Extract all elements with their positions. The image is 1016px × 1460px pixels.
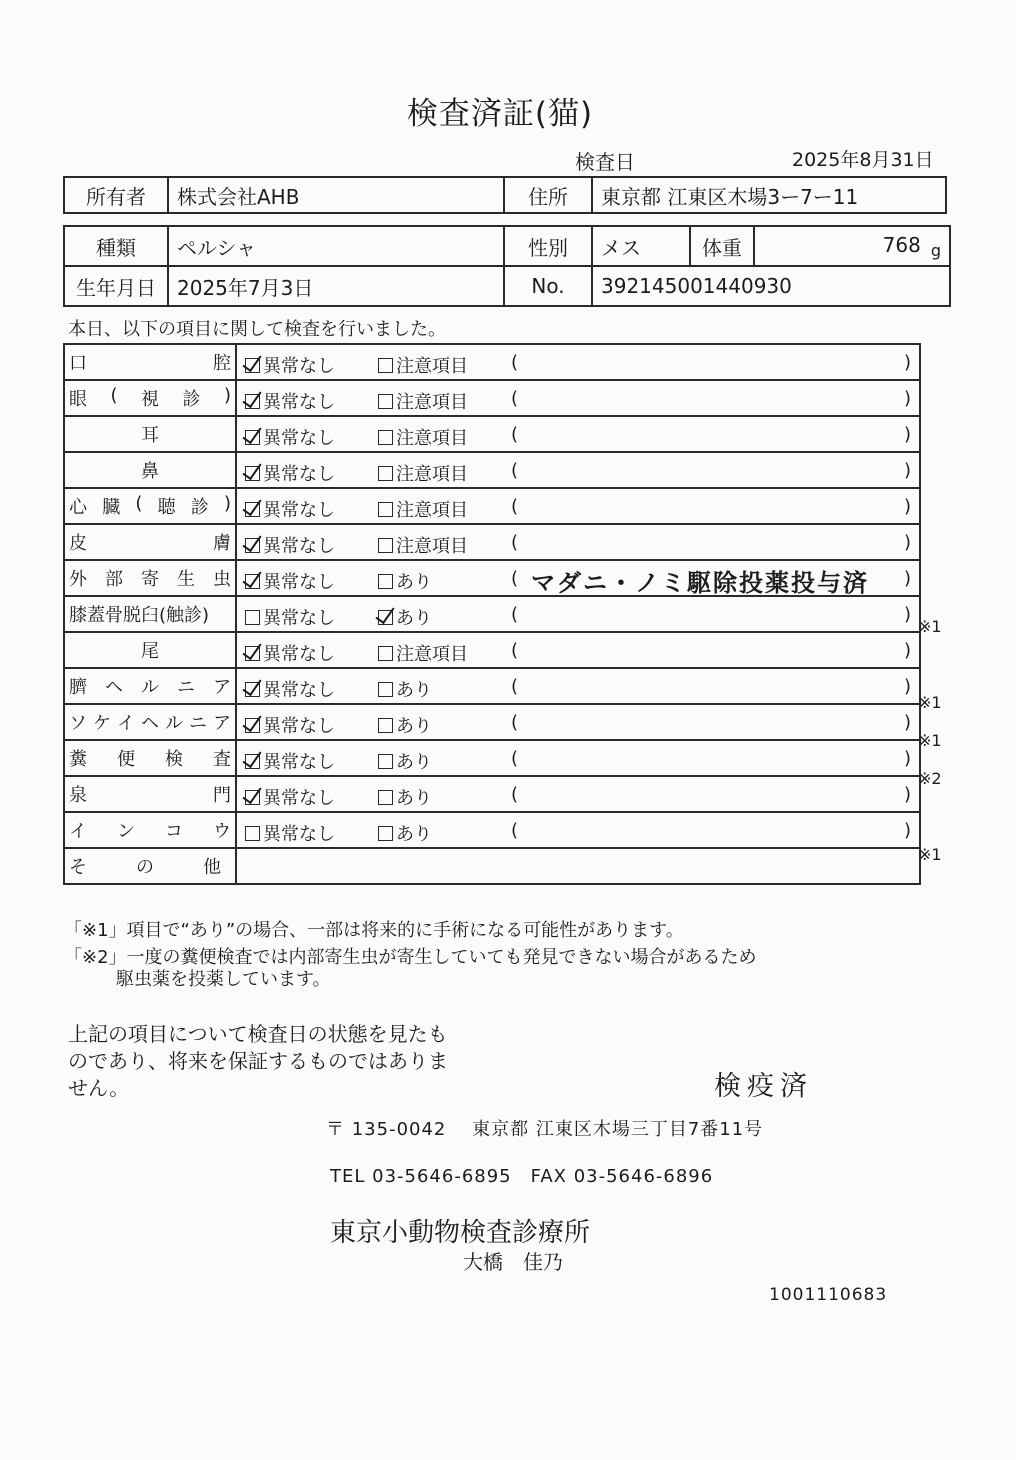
check-options	[236, 740, 920, 776]
paren-open: (	[511, 388, 519, 409]
option-label: あり	[396, 572, 432, 593]
check-row	[64, 668, 920, 704]
option-attention[interactable]	[378, 820, 432, 846]
label-char: 視	[141, 389, 159, 410]
check-item-text: 耳	[141, 425, 159, 446]
checkbox-icon[interactable]	[245, 682, 260, 697]
label-char: 臓	[102, 497, 121, 518]
paren-open: (	[511, 748, 519, 769]
label-char: ヘ	[105, 677, 123, 698]
label-char: 聴	[157, 497, 176, 518]
check-item-label	[64, 488, 236, 524]
footnote-1: 「※1」項目で“あり”の場合、一部は将来的に手術になる可能性があります。	[64, 920, 684, 941]
check-item-label	[64, 380, 236, 416]
inspection-date-value: 2025年8月31日	[792, 149, 934, 171]
checkbox-icon[interactable]	[245, 430, 260, 445]
check-options	[236, 524, 920, 560]
check-item-label	[64, 776, 236, 812]
check-item-text	[69, 781, 231, 807]
check-item-text	[69, 529, 231, 555]
check-item-text	[69, 745, 231, 771]
label-char: 口	[69, 353, 87, 374]
check-item-label	[64, 740, 236, 776]
check-options	[236, 488, 920, 524]
option-attention[interactable]	[378, 532, 468, 558]
check-options	[236, 776, 920, 812]
weight-unit: g	[930, 240, 941, 260]
owner-table	[63, 176, 947, 214]
quarantine-stamp: 検疫済	[714, 1071, 813, 1102]
label-char: 外	[69, 569, 87, 590]
option-label: 注意項目	[396, 392, 468, 413]
weight-value: 768	[882, 232, 921, 257]
option-normal[interactable]	[245, 784, 335, 810]
checkbox-icon[interactable]	[378, 538, 393, 553]
check-row	[64, 812, 920, 848]
option-label: 異常なし	[263, 644, 335, 665]
check-options	[236, 812, 920, 848]
paren-close: )	[903, 568, 911, 589]
checkbox-icon[interactable]	[378, 394, 393, 409]
birth-label: 生年月日	[64, 266, 168, 306]
label-char: 泉	[69, 785, 87, 806]
check-options	[236, 704, 920, 740]
paren-close: )	[903, 676, 911, 697]
doctor-name: 大橋 佳乃	[463, 1250, 563, 1274]
option-label: 注意項目	[396, 644, 468, 665]
paren-open: (	[511, 496, 519, 517]
footnote-marker: ※1	[918, 693, 942, 712]
label-char: 門	[213, 785, 231, 806]
checkbox-icon[interactable]	[245, 466, 260, 481]
option-attention[interactable]	[378, 568, 432, 594]
option-label: 注意項目	[396, 356, 468, 377]
paren-open: (	[511, 460, 519, 481]
checkmark-icon	[242, 567, 261, 588]
check-note: マダニ・ノミ駆除投薬投与済	[531, 569, 869, 597]
label-char: 皮	[69, 533, 87, 554]
label-char: 部	[105, 569, 123, 590]
check-item-label	[64, 632, 236, 668]
option-label: あり	[396, 788, 432, 809]
checkbox-icon[interactable]	[378, 502, 393, 517]
paren-close: )	[903, 460, 911, 481]
check-row	[64, 704, 920, 740]
check-item-text	[69, 565, 231, 591]
check-item-label	[64, 416, 236, 452]
option-attention[interactable]	[378, 748, 432, 774]
check-item-label	[64, 596, 236, 632]
label-char: 診	[190, 497, 209, 518]
paren-open: (	[511, 424, 519, 445]
check-row	[64, 596, 920, 632]
intro-text: 本日、以下の項目に関して検査を行いました。	[68, 319, 446, 340]
other-label	[69, 853, 231, 879]
option-label: あり	[396, 716, 432, 737]
option-normal[interactable]	[245, 676, 335, 702]
checkbox-icon[interactable]	[245, 574, 260, 589]
option-label: 異常なし	[263, 464, 335, 485]
paren-close: )	[903, 604, 911, 625]
label-char: 生	[177, 569, 195, 590]
check-row	[64, 452, 920, 488]
breed-value: ペルシャ	[168, 226, 504, 266]
checkbox-icon[interactable]	[245, 646, 260, 661]
check-item-label	[64, 668, 236, 704]
option-label: あり	[396, 680, 432, 701]
label-char: )	[223, 493, 231, 514]
paren-open: (	[511, 352, 519, 373]
option-label: 異常なし	[263, 428, 335, 449]
label-char: (	[110, 385, 118, 406]
checkbox-icon[interactable]	[378, 646, 393, 661]
check-row	[64, 632, 920, 668]
option-normal[interactable]	[245, 424, 335, 450]
option-label: 注意項目	[396, 500, 468, 521]
checkbox-icon[interactable]	[378, 610, 393, 625]
checkbox-icon[interactable]	[245, 610, 260, 625]
option-normal[interactable]	[245, 640, 335, 666]
option-attention[interactable]	[378, 784, 432, 810]
check-item-label	[64, 704, 236, 740]
option-normal[interactable]	[245, 496, 335, 522]
label-char: 診	[182, 389, 201, 410]
label-char: ニ	[177, 677, 195, 698]
label-char: 膚	[213, 533, 231, 554]
checkbox-icon[interactable]	[245, 502, 260, 517]
label-char: の	[136, 857, 154, 878]
checkmark-icon	[242, 639, 261, 660]
checks-table	[63, 343, 921, 885]
checkmark-icon	[242, 675, 261, 696]
check-item-text: 膝蓋骨脱臼(触診)	[69, 605, 210, 626]
label-char: 心	[69, 497, 87, 518]
option-label: 異常なし	[263, 500, 335, 521]
option-normal[interactable]	[245, 748, 335, 774]
label-char: ケ	[93, 713, 111, 734]
check-item-label	[64, 452, 236, 488]
option-label: 注意項目	[396, 464, 468, 485]
option-label: 異常なし	[263, 752, 335, 773]
label-char: ン	[117, 821, 135, 842]
footnote-marker: ※1	[918, 617, 942, 636]
check-row	[64, 344, 920, 380]
checkbox-icon[interactable]	[245, 790, 260, 805]
clinic-address: 〒 135-0042 東京都 江東区木場三丁目7番11号	[326, 1119, 764, 1140]
option-attention[interactable]	[378, 604, 432, 630]
label-char: )	[223, 385, 231, 406]
option-label: あり	[396, 824, 432, 845]
option-attention[interactable]	[378, 640, 468, 666]
checkbox-icon[interactable]	[378, 466, 393, 481]
label-char: ソ	[69, 713, 87, 734]
paren-close: )	[903, 820, 911, 841]
paren-close: )	[903, 712, 911, 733]
address-label: 住所	[504, 177, 592, 213]
option-normal[interactable]	[245, 352, 335, 378]
checkbox-icon[interactable]	[245, 826, 260, 841]
checkmark-icon	[242, 711, 261, 732]
serial-number: 1001110683	[769, 1285, 888, 1305]
checkbox-icon[interactable]	[245, 538, 260, 553]
owner-label: 所有者	[64, 177, 168, 213]
label-char: ア	[213, 713, 231, 734]
option-label: 異常なし	[263, 536, 335, 557]
check-item-text	[69, 673, 231, 699]
paren-close: )	[903, 388, 911, 409]
footnote-2b: 駆虫薬を投薬しています。	[116, 969, 331, 990]
option-label: 注意項目	[396, 536, 468, 557]
check-row	[64, 740, 920, 776]
label-char: 査	[213, 749, 231, 770]
paren-close: )	[903, 748, 911, 769]
option-normal[interactable]	[245, 604, 335, 630]
checkbox-icon[interactable]	[378, 754, 393, 769]
check-item-label	[64, 344, 236, 380]
check-item-label	[64, 524, 236, 560]
label-char: ヘ	[141, 713, 159, 734]
clinic-name: 東京小動物検査診療所	[330, 1218, 591, 1248]
disclaimer: 上記の項目について検査日の状態を見たものであり、将来を保証するものではありません。	[68, 1022, 448, 1100]
check-item-text	[69, 709, 231, 735]
label-char: ア	[213, 677, 231, 698]
page-title: 検査済証(猫)	[406, 96, 594, 132]
label-char: 臍	[69, 677, 87, 698]
label-char: ル	[165, 713, 183, 734]
label-char: 検	[165, 749, 183, 770]
option-normal[interactable]	[245, 460, 335, 486]
check-row	[64, 380, 920, 416]
other-label-cell	[64, 848, 236, 884]
check-item-label	[64, 812, 236, 848]
check-row-other	[64, 848, 920, 884]
label-char: 眼	[69, 389, 87, 410]
check-row	[64, 416, 920, 452]
footnote-marker: ※1	[918, 845, 942, 864]
checkbox-icon[interactable]	[378, 682, 393, 697]
checkmark-icon	[242, 459, 261, 480]
paren-close: )	[903, 784, 911, 805]
paren-open: (	[511, 784, 519, 805]
option-normal[interactable]	[245, 388, 335, 414]
checkmark-icon	[242, 783, 261, 804]
checkmark-icon	[242, 351, 261, 372]
option-label: 異常なし	[263, 788, 335, 809]
option-attention[interactable]	[378, 352, 468, 378]
checkbox-icon[interactable]	[378, 574, 393, 589]
option-attention[interactable]	[378, 388, 468, 414]
checkmark-icon	[242, 423, 261, 444]
check-item-text	[69, 817, 231, 843]
paren-close: )	[903, 352, 911, 373]
check-item-text: 尾	[141, 641, 159, 662]
check-row	[64, 524, 920, 560]
check-row	[64, 776, 920, 812]
option-normal[interactable]	[245, 568, 335, 594]
checkmark-icon	[242, 387, 261, 408]
check-options	[236, 416, 920, 452]
check-item-text	[69, 493, 231, 519]
footnote-marker: ※2	[918, 769, 942, 788]
label-char: 他	[203, 857, 221, 878]
check-item-label	[64, 560, 236, 596]
option-attention[interactable]	[378, 712, 432, 738]
weight-label: 体重	[690, 226, 754, 266]
option-label: 異常なし	[263, 572, 335, 593]
paren-open: (	[511, 820, 519, 841]
paren-close: )	[903, 424, 911, 445]
sex-value: メス	[592, 226, 690, 266]
option-label: 異常なし	[263, 824, 335, 845]
label-char: 腔	[213, 353, 231, 374]
checkmark-icon	[375, 603, 394, 624]
checkbox-icon[interactable]	[378, 826, 393, 841]
check-options	[236, 632, 920, 668]
inspection-date-label: 検査日	[575, 150, 635, 174]
checkbox-icon[interactable]	[378, 430, 393, 445]
check-options	[236, 344, 920, 380]
option-label: 異常なし	[263, 392, 335, 413]
check-item-text: 鼻	[141, 461, 159, 482]
option-label: 異常なし	[263, 716, 335, 737]
footnote-2a: 「※2」一度の糞便検査では内部寄生虫が寄生していても発見できない場合があるため	[64, 947, 757, 968]
option-label: あり	[396, 752, 432, 773]
paren-open: (	[511, 640, 519, 661]
sex-label: 性別	[504, 226, 592, 266]
checkbox-icon[interactable]	[245, 718, 260, 733]
check-options	[236, 668, 920, 704]
label-char: ウ	[213, 821, 231, 842]
checkmark-icon	[242, 495, 261, 516]
footnote-marker: ※1	[918, 731, 942, 750]
label-char: ニ	[189, 713, 207, 734]
check-row	[64, 488, 920, 524]
option-label: 異常なし	[263, 356, 335, 377]
option-label: あり	[396, 608, 432, 629]
check-options	[236, 560, 920, 596]
check-item-text	[69, 385, 231, 411]
option-attention[interactable]	[378, 460, 468, 486]
paren-open: (	[511, 568, 519, 589]
birth-value: 2025年7月3日	[168, 266, 504, 306]
checkbox-icon[interactable]	[245, 358, 260, 373]
checkbox-icon[interactable]	[245, 754, 260, 769]
paren-close: )	[903, 496, 911, 517]
label-char: 糞	[69, 749, 87, 770]
option-label: 異常なし	[263, 608, 335, 629]
label-char: イ	[117, 713, 135, 734]
weight-cell	[754, 226, 950, 266]
checkbox-icon[interactable]	[378, 358, 393, 373]
paren-open: (	[511, 532, 519, 553]
number-value: 392145001440930	[592, 266, 950, 306]
option-label: 注意項目	[396, 428, 468, 449]
checkbox-icon[interactable]	[378, 718, 393, 733]
label-char: コ	[165, 821, 183, 842]
option-label: 異常なし	[263, 680, 335, 701]
check-options	[236, 596, 920, 632]
option-normal[interactable]	[245, 532, 335, 558]
label-char: 便	[117, 749, 135, 770]
paren-close: )	[903, 532, 911, 553]
label-char: 寄	[141, 569, 159, 590]
check-item-text	[69, 349, 231, 375]
option-normal[interactable]	[245, 712, 335, 738]
paren-open: (	[511, 604, 519, 625]
checkbox-icon[interactable]	[378, 790, 393, 805]
paren-close: )	[903, 640, 911, 661]
option-attention[interactable]	[378, 676, 432, 702]
label-char: (	[135, 493, 143, 514]
option-normal[interactable]	[245, 820, 335, 846]
address-value: 東京都 江東区木場3ー7ー11	[592, 177, 946, 213]
breed-label: 種類	[64, 226, 168, 266]
label-char: そ	[69, 857, 87, 878]
label-char: ル	[141, 677, 159, 698]
checkmark-icon	[242, 531, 261, 552]
other-notes-field[interactable]	[236, 848, 920, 884]
checkmark-icon	[242, 747, 261, 768]
check-options	[236, 452, 920, 488]
paren-open: (	[511, 712, 519, 733]
paren-open: (	[511, 676, 519, 697]
clinic-phone: TEL 03-5646-6895 FAX 03-5646-6896	[330, 1166, 714, 1187]
label-char: イ	[69, 821, 87, 842]
checkbox-icon[interactable]	[245, 394, 260, 409]
owner-value: 株式会社AHB	[168, 177, 504, 213]
label-char: 虫	[213, 569, 231, 590]
number-label: No.	[504, 266, 592, 306]
animal-table	[63, 225, 951, 307]
option-attention[interactable]	[378, 424, 468, 450]
check-options	[236, 380, 920, 416]
option-attention[interactable]	[378, 496, 468, 522]
check-row	[64, 560, 920, 596]
